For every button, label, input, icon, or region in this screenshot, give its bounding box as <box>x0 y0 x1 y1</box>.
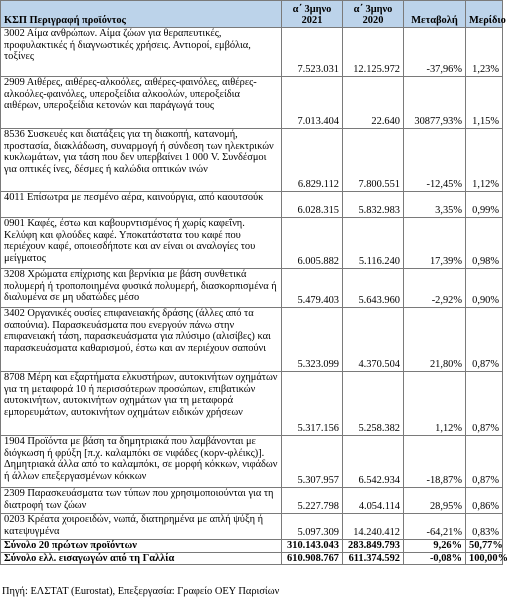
header-change: Μεταβολή <box>404 1 466 28</box>
table-row <box>1 129 503 192</box>
total-value-2021: 310.143.043 <box>282 540 343 553</box>
header-description: ΚΣΠ Περιγραφή προϊόντος <box>1 1 282 28</box>
row-description: 8708 Μέρη και εξαρτήματα ελκυστήρων, αυτοκινήτων οχημάτων για τη μεταφορά 10 ή περισσότερων προσώπων, επιβατικών αυτοκινήτων, αυτοκινήτων οχημάτων για τη μεταφορά εμπορευμάτων, αυτοκινήτων οχημάτων ειδικών χρήσεων <box>1 372 282 436</box>
row-share: 0,86% <box>466 488 503 514</box>
row-value-2021: 5.479.403 <box>282 269 343 308</box>
row-value-2020: 14.240.412 <box>343 514 404 540</box>
total-description: Σύνολο ελλ. εισαγωγών από τη Γαλλία <box>1 552 282 565</box>
table-row <box>1 192 503 218</box>
table-row <box>1 77 503 129</box>
header-share: Μερίδιο <box>466 1 503 28</box>
total-share: 50,77% <box>466 540 503 553</box>
table-row <box>1 436 503 488</box>
row-change: 3,35% <box>404 192 466 218</box>
row-value-2020: 5.643.960 <box>343 269 404 308</box>
table-row <box>1 28 503 77</box>
row-value-2020: 12.125.972 <box>343 28 404 77</box>
row-value-2020: 6.542.934 <box>343 436 404 488</box>
row-change: -64,21% <box>404 514 466 540</box>
row-value-2021: 5.227.798 <box>282 488 343 514</box>
row-description: 0203 Κρέατα χοιροειδών, νωπά, διατηρημένα με απλή ψύξη ή κατεψυγμένα <box>1 514 282 540</box>
row-description: 3208 Χρώματα επίχρισης και βερνίκια με βάση συνθετικά πολυμερή ή τροποποιημένα φυσικά πολυμερή, διασκορπισμένα ή διαλυμένα σε μη υδατώδες μέσο <box>1 269 282 308</box>
table-row <box>1 269 503 308</box>
header-q1-2021: α΄ 3μηνο 2021 <box>282 1 343 28</box>
row-change: 17,39% <box>404 218 466 269</box>
row-change: -18,87% <box>404 436 466 488</box>
row-change: 30877,93% <box>404 77 466 129</box>
total-description: Σύνολο 20 πρώτων προϊόντων <box>1 540 282 553</box>
row-description: 2309 Παρασκευάσματα των τύπων που χρησιμοποιούνται για τη διατροφή των ζώων <box>1 488 282 514</box>
row-share: 0,99% <box>466 192 503 218</box>
source-note: Πηγή: ΕΛΣΤΑΤ (Eurostat), Επεξεργασία: Γραφείο ΟΕΥ Παρισίων <box>2 586 280 597</box>
table-header-row <box>1 1 503 28</box>
row-description: 4011 Επίσωτρα με πεσμένο αέρα, καινούργια, από καουτσούκ <box>1 192 282 218</box>
row-value-2021: 7.523.031 <box>282 28 343 77</box>
row-share: 1,12% <box>466 129 503 192</box>
row-description: 3002 Αίμα ανθρώπων. Αίμα ζώων για θεραπευτικές, προφυλακτικές ή διαγνωστικές χρήσεις. Αντιοροί, εμβόλια, τοξίνες <box>1 28 282 77</box>
table-row <box>1 514 503 540</box>
total-change: 9,26% <box>404 540 466 553</box>
row-description: 8536 Συσκευές και διατάξεις για τη διακοπή, κατανομή, προστασία, διακλάδωση, συναρμογή ή σύνδεση των ηλεκτρικών κυκλωμάτων, για τάση που δεν υπερβαίνει 1 000 V. Συνδέσμοι για οπτικές ίνες, δέσμες ή καλώδια οπτικών ινών <box>1 129 282 192</box>
row-share: 0,83% <box>466 514 503 540</box>
row-value-2021: 6.829.112 <box>282 129 343 192</box>
table-row <box>1 372 503 436</box>
row-value-2021: 6.028.315 <box>282 192 343 218</box>
row-change: 21,80% <box>404 308 466 372</box>
row-share: 0,90% <box>466 269 503 308</box>
row-share: 0,87% <box>466 372 503 436</box>
row-description: 2909 Αιθέρες, αιθέρες-αλκοόλες, αιθέρες-φαινόλες, αιθέρες-αλκοόλες-φαινόλες, υπεροξείδια αλκοολών, υπεροξείδια αιθέρων, υπεροξείδια κετονών και παράγωγά τους <box>1 77 282 129</box>
row-value-2021: 7.013.404 <box>282 77 343 129</box>
row-change: -37,96% <box>404 28 466 77</box>
row-description: 0901 Καφές, έστω και καβουρντισμένος ή χωρίς καφεΐνη. Κελύφη και φλούδες καφέ. Υποκατάστατα του καφέ που περιέχουν καφέ, οποιεσδήποτε και αν είναι οι αναλογίες του μείγματος <box>1 218 282 269</box>
row-value-2021: 5.097.309 <box>282 514 343 540</box>
row-share: 1,23% <box>466 28 503 77</box>
total-value-2020: 611.374.592 <box>343 552 404 565</box>
total-share: 100,00% <box>466 552 503 565</box>
total-change: -0,08% <box>404 552 466 565</box>
row-value-2020: 5.258.382 <box>343 372 404 436</box>
row-change: 1,12% <box>404 372 466 436</box>
row-value-2020: 4.370.504 <box>343 308 404 372</box>
table-row <box>1 218 503 269</box>
total-value-2021: 610.908.767 <box>282 552 343 565</box>
row-change: -2,92% <box>404 269 466 308</box>
row-description: 1904 Προϊόντα με βάση τα δημητριακά που λαμβάνονται με διόγκωση ή φρύξη [π.χ. καλαμπόκι σε νιφάδες (κορν-φλέικς)]. Δημητριακά άλλα από το καλαμπόκι, σε μορφή κόκκων, νιφάδων ή άλλων επεξεργασμένων κόκκων <box>1 436 282 488</box>
row-value-2021: 6.005.882 <box>282 218 343 269</box>
row-share: 0,87% <box>466 308 503 372</box>
total-value-2020: 283.849.793 <box>343 540 404 553</box>
row-value-2020: 7.800.551 <box>343 129 404 192</box>
row-description: 3402 Οργανικές ουσίες επιφανειακής δράσης (άλλες από τα σαπούνια). Παρασκευάσματα που ενεργούν πάνω στην επιφανειακή τάση, παρασκευάσματα για πλύσιμο (αλισίβες) και παρασκευάσματα καθαρισμού, έστω και αν περιέχουν σαπούνι <box>1 308 282 372</box>
header-q1-2020: α΄ 3μηνο 2020 <box>343 1 404 28</box>
total-row-top20 <box>1 540 503 553</box>
row-share: 1,15% <box>466 77 503 129</box>
table-row <box>1 308 503 372</box>
row-value-2021: 5.317.156 <box>282 372 343 436</box>
table-row <box>1 488 503 514</box>
row-change: 28,95% <box>404 488 466 514</box>
row-value-2020: 5.832.983 <box>343 192 404 218</box>
row-value-2020: 22.640 <box>343 77 404 129</box>
row-value-2021: 5.323.099 <box>282 308 343 372</box>
total-row-all-imports <box>1 552 503 565</box>
row-value-2020: 4.054.114 <box>343 488 404 514</box>
row-value-2020: 5.116.240 <box>343 218 404 269</box>
row-share: 0,98% <box>466 218 503 269</box>
row-share: 0,87% <box>466 436 503 488</box>
row-change: -12,45% <box>404 129 466 192</box>
row-value-2021: 5.307.957 <box>282 436 343 488</box>
